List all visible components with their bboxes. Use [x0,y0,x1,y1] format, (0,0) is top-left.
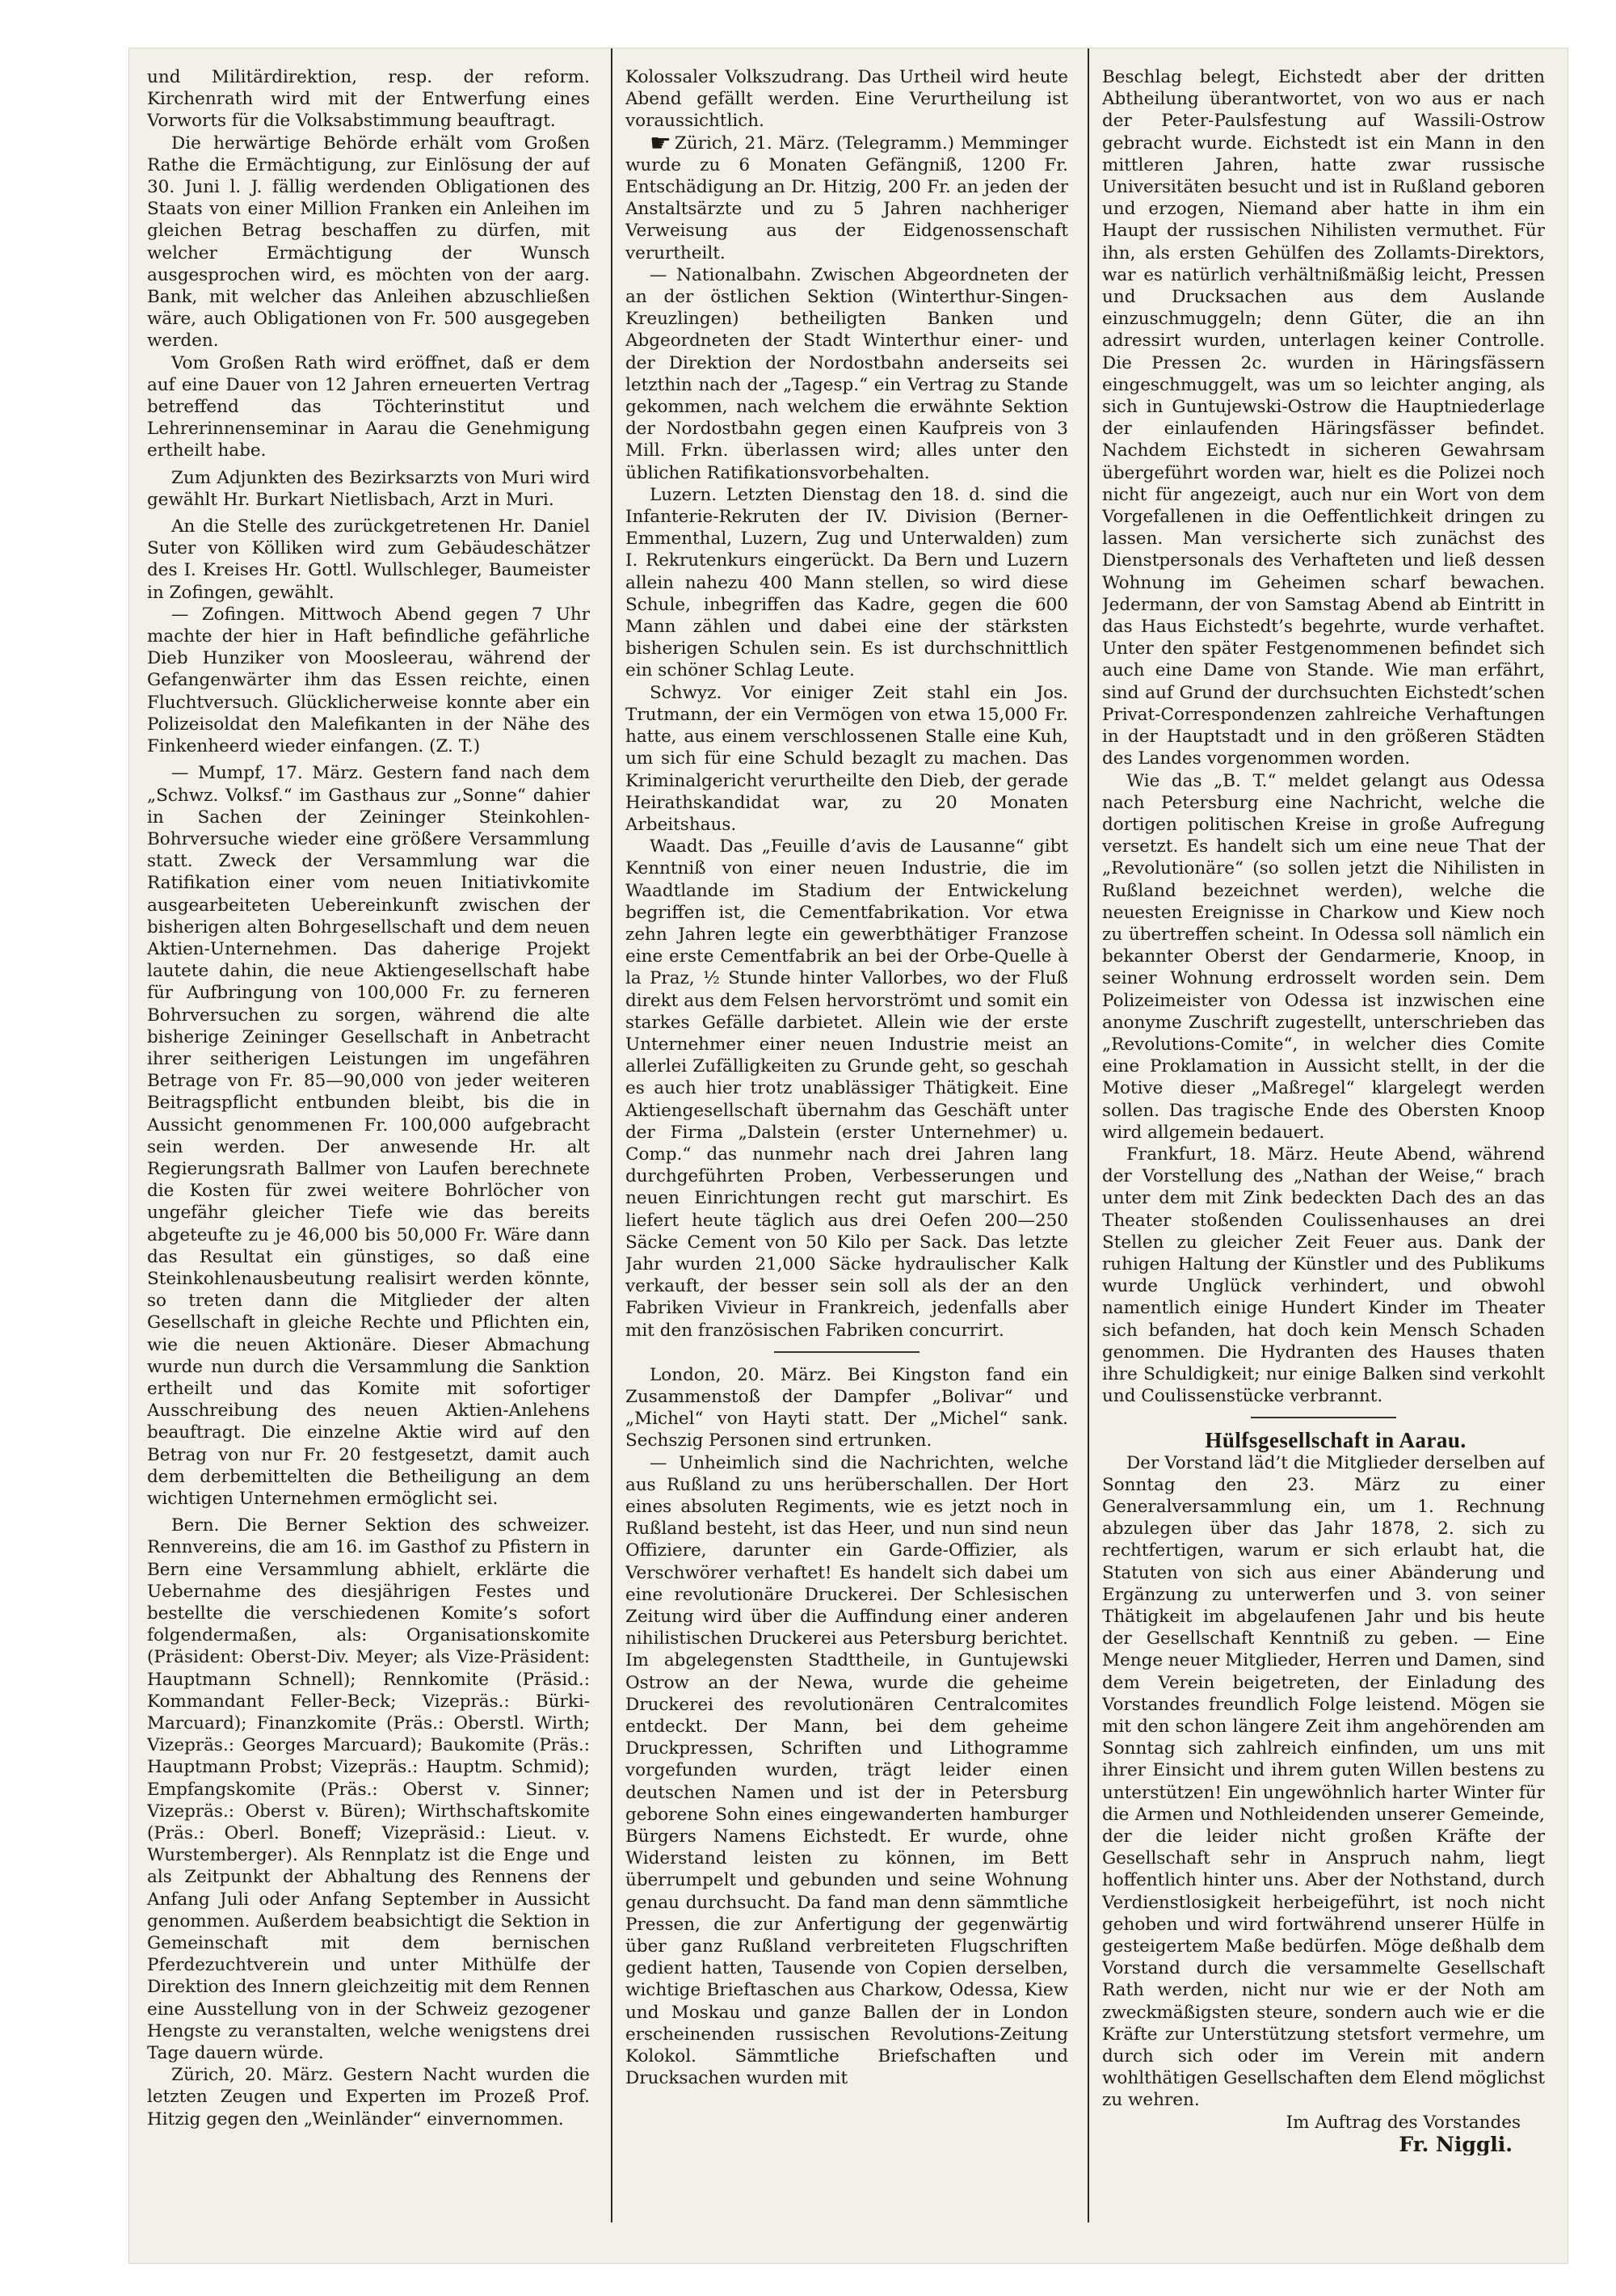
column-2 [625,66,1068,2089]
article-zofingen: — Zofingen. Mittwoch Abend gegen 7 Uhr machte der hier in Haft befindliche gefährliche Dieb Hunziker von Moosleerau, während der Gefangenwärter ihm das Essen reichte, einen Fluchtversuch. Glücklicherweise konnte aber ein Polizeisoldat den Malefikanten in der Nähe des Finkenheerd wieder einfangen. (Z. T.) [147,604,590,757]
article-text: An die Stelle des zurückgetretenen Hr. Daniel Suter von Kölliken wird zum Gebäudeschätzer des I. Kreises Hr. Gottl. Wullschleger, Baumeister in Zofingen, gewählt. [147,516,590,603]
article-schwyz: Schwyz. Vor einiger Zeit stahl ein Jos. Trutmann, der ein Vermögen von etwa 15,000 Fr. hatte, aus einem verschlossenen Stalle eine Kuh, um sich für eine Schuld bezaglt zu machen. Das Kriminalgericht verurtheilte den Dieb, der gerade Heirathskandidat war, zu 20 Monaten Arbeitshaus. [625,682,1068,835]
article-bern: Bern. Die Berner Sektion des schweizer. Rennvereins, die am 16. im Gasthof zu Pfistern in Bern eine Versammlung abhielt, erklärte die Uebernahme des diesjährigen Festes und bestellte die verschiedenen Komite’s sofort folgendermaßen, als: Organisationskomite (Präsident: Oberst-Div. Meyer; als Vize-Präsident: Hauptmann Schnell); Rennkomite (Präsid.: Kommandant Feller-Beck; Vizepräs.: Bürki-Marcuard); Finanzkomite (Präs.: Oberstl. Wirth; Vizepräs.: Georges Marcuard); Baukomite (Präs.: Hauptmann Probst; Vizepräs.: Hauptm. Schmid); Empfangskomite (Präs.: Oberst v. Sinner; Vizepräs.: Oberst v. Büren); Wirthschaftskomite (Präs.: Oberl. Boneff; Vizepräsid.: Lieut. v. Wurstemberger). Als Rennplatz ist die Enge und als Zeitpunkt der Abhaltung des Rennens der Anfang Juli oder Anfang September in Aussicht genommen. Außerdem beabsichtigt die Sektion in Gemeinschaft mit dem bernischen Pferdezuchtverein und unter Mithülfe der Direktion des Innern gleichzeitig mit dem Rennen eine Ausstellung von in der Schweiz gezogener Hengste zu veranstalten, welche wenigstens drei Tage dauern würde. [147,1515,590,2064]
article-russland: — Unheimlich sind die Nachrichten, welche aus Rußland zu uns herüberschallen. Der Hort eines absoluten Regiments, wie es jetzt noch in Rußland besteht, ist das Heer, und nun sind neun Offiziere, darunter ein Garde-Offizier, als Verschwörer verhaftet! Es handelt sich dabei um eine revolutionäre Druckerei. Der Schlesischen Zeitung wird über die Auffindung einer anderen nihilistischen Druckerei aus Petersburg berichtet. Im abgelegensten Stadttheile, in Guntujewski Ostrow an der Newa, wurde die geheime Druckerei des revolutionären Centralcomites entdeckt. Der Mann, bei dem geheime Druckpressen, Schriften und Lithogramme vorgefunden wurden, trägt leider einen deutschen Namen und ist der in Petersburg geborene Sohn eines eingewanderten hamburger Bürgers Namens Eichstedt. Er wurde, ohne Widerstand leisten zu können, im Bett überrumpelt und gebunden und seine Wohnung genau durchsucht. Da fand man denn sämmtliche Pressen, die zur Anfertigung der gegenwärtig über ganz Rußland verbreiteten Flugschriften gedient hatten, Tausende von Copien derselben, wichtige Brieftaschen aus Charkow, Odessa, Kiew und Moskau und ganze Ballen der in London erscheinenden russischen Revolutions-Zeitung Kolokol. Sämmtliche Briefschaften und Drucksachen wurden mit [625,1452,1068,2089]
article-text: Beschlag belegt, Eichstedt aber der dritten Abtheilung überantwortet, von wo aus er nach der Peter-Paulsfestung auf Wassili-Ostrow gebracht wurde. Eichstedt ist ein Mann in den mittleren Jahren, hatte zwar russische Universitäten besucht und ist in Rußland geboren und erzogen, Niemand aber hatte in ihm ein Haupt der russischen Nihilisten vermuthet. Für ihn, als ersten Gehülfen des Zollamts-Direktors, war es natürlich verhältnißmäßig leicht, Pressen und Drucksachen aus dem Auslande einzuschmuggeln; denn Güter, die an ihn adressirt wurden, unterlagen keiner Controlle. Die Pressen 2c. wurden in Häringsfässern eingeschmuggelt, was um so leichter anging, als sich in Guntujewski-Ostrow die Hauptniederlage der einlaufenden Häringsfässer befindet. Nachdem Eichstedt in sicheren Gewahrsam übergeführt worden war, hielt es die Polizei noch nicht für angezeigt, auch nur ein Wort von dem Vorgefallenen in die Oeffentlichkeit dringen zu lassen. Man versicherte sich zunächst des Dienstpersonals des Verhafteten und ließ dessen Wohnung im Geheimen scharf bewachen. Jedermann, der von Samstag Abend ab Eintritt in das Haus Eichstedt’s begehrte, wurde verhaftet. Unter den später Festgenommenen befindet sich auch eine Dame von Stande. Wie man erfährt, sind auf Grund der durchsuchten Eichstedt’schen Privat-Correspondenzen zahlreiche Verhaftungen in der Hauptstadt und in den größeren Städten des Landes vorgenommen worden. [1102,67,1545,769]
article-frankfurt: Frankfurt, 18. März. Heute Abend, während der Vorstellung des „Nathan der Weise,“ brach unter dem mit Zink bedeckten Dach des an das Theater stoßenden Coulissenhauses an drei Stellen zu gleicher Zeit Feuer aus. Dank der ruhigen Haltung der Künstler und des Publikums wurde Unglück verhindert, und obwohl namentlich einige Hundert Kinder im Theater sich befanden, hat doch kein Mensch Schaden genommen. Die Hydranten des Hauses thaten ihre Schuldigkeit; nur einige Balken sind verkohlt und Coulissenstücke verbrannt. [1102,1144,1545,1407]
article-text: und Militärdirektion, resp. der reform. Kirchenrath wird mit der Entwerfung eines Vorworts für die Volksabstimmung beauftragt. [147,67,590,132]
signature-name: Fr. Niggli. [1399,2132,1513,2156]
article-text: Kolossaler Volkszudrang. Das Urtheil wird heute Abend gefällt werden. Eine Verurtheilung ist voraussichtlich. [625,67,1068,132]
article-text: Vom Großen Rath wird eröffnet, daß er dem auf eine Dauer von 12 Jahren erneuerten Vertrag betreffend das Töchterinstitut und Lehrerinnenseminar in Aarau die Genehmigung ertheilt habe. [147,352,590,461]
article-waadt: Waadt. Das „Feuille d’avis de Lausanne“ gibt Kenntniß von einer neuen Industrie, die im Waadtlande im Stadium der Entwickelung begriffen ist, die Cementfabrikation. Vor etwa zehn Jahren legte ein gewerbthätiger Franzose eine erste Cementfabrik an bei der Orbe-Quelle à la Praz, ½ Stunde hinter Vallorbes, wo der Fluß direkt aus dem Felsen hervorströmt und somit ein starkes Gefälle darbietet. Allein wie der erste Unternehmer einer neuen Industrie meist an allerlei Zufälligkeiten zu Grunde geht, so geschah es auch hier trotz unablässiger Thätigkeit. Eine Aktiengesellschaft übernahm das Geschäft unter der Firma „Dalstein (erster Unternehmer) u. Comp.“ das nunmehr nach drei Jahren lang durchgeführten Proben, Verbesserungen und neuen Einrichtungen recht gut marschirt. Es liefert heute täglich aus drei Oefen 200—250 Säcke Cement von 50 Kilo per Sack. Das letzte Jahr wurden 21,000 Säcke hydraulischer Kalk verkauft, der besser sein soll als der an den Fabriken Vivieur in Frankreich, jedenfalls aber mit den französischen Fabriken concurrirt. [625,836,1068,1341]
newspaper-page [129,48,1568,2263]
article-text: Zum Adjunkten des Bezirksarzts von Muri wird gewählt Hr. Burkart Nietlisbach, Arzt in Muri. [147,467,590,510]
notice-body: Der Vorstand läd’t die Mitglieder derselben auf Sonntag den 23. März zu einer Generalversammlung ein, um 1. Rechnung abzulegen über das Jahr 1878, 2. sich zu rechtfertigen, warum er sich erlaubt hat, die Statuten von sich aus einer Abänderung und Ergänzung zu unterwerfen und 3. von seiner Thätigkeit im abgelaufenen Jahr und bis heute der Gesellschaft Kenntniß zu geben. — Eine Menge neuer Mitglieder, Herren und Damen, sind dem Verein beigetreten, der Einladung des Vorstandes freundlich Folge leistend. Mögen sie mit den schon längere Zeit ihm angehörenden am Sonntag sich zahlreich einfinden, um uns mit ihrer Einsicht und ihrem guten Willen bestens zu unterstützen! Ein ungewöhnlich harter Winter für die Armen und Nothleidenden unserer Gemeinde, der die leider nicht großen Kräfte der Gesellschaft sehr in Anspruch nahm, liegt hoffentlich hinter uns. Aber der Nothstand, durch Verdienstlosigkeit herbeigeführt, ist noch nicht gehoben und wird fortwährend unserer Hülfe in gesteigertem Maße bedürfen. Möge deßhalb dem Vorstand durch die versammelte Gesellschaft Rath werden, nicht nur wie er der Noth am zweckmäßigsten steure, sondern auch wie er die Kräfte zur Unterstützung stetsfort vermehre, um durch sich oder im Verein mit andern wohlthätigen Gesellschaften dem Elend möglichst zu wehren. [1102,1452,1545,2111]
article-london: London, 20. März. Bei Kingston fand ein Zusammenstoß der Dampfer „Bolivar“ und „Michel“ von Hayti statt. Der „Michel“ sank. Sechszig Personen sind ertrunken. [625,1364,1068,1451]
article-nationalbahn: — Nationalbahn. Zwischen Abgeordneten der an der östlichen Sektion (Winterthur-Singen-Kreuzlingen) betheiligten Banken und Abgeordneten der Stadt Winterthur einer- und der Direktion der Nordostbahn anderseits sei letzthin nach der „Tagesp.“ ein Vertrag zu Stande gekommen, nach welchem die erwähnte Sektion der Nordostbahn gegen einen Kaufpreis von 3 Mill. Frkn. überlassen wird; alles unter den üblichen Ratifikationsvorbehalten. [625,264,1068,483]
section-divider [774,1351,920,1353]
article-zuerich: Zürich, 20. März. Gestern Nacht wurden die letzten Zeugen und Experten im Prozeß Prof. Hitzig gegen den „Weinländer“ einvernommen. [147,2065,590,2130]
article-zuerich-telegram: ☛ Zürich, 21. März. (Telegramm.) Memminger wurde zu 6 Monaten Gefängniß, 1200 Fr. Entschädigung an Dr. Hitzig, 200 Fr. an jeden der Anstaltsärzte und zu 5 Jahren nachheriger Verweisung aus der Eidgenossenschaft verurtheilt. [625,128,1068,263]
signature-intro: Im Auftrag des Vorstandes [1286,2112,1521,2133]
column-rule [1088,48,1089,2222]
column-1 [147,66,590,2130]
notice-title: Hülfsgesellschaft in Aarau. [1205,1428,1467,1453]
article-mumpf: — Mumpf, 17. März. Gestern fand nach dem „Schwz. Volksf.“ im Gasthaus zur „Sonne“ dahier in Sachen der Zeininger Steinkohlen-Bohrversuche wieder eine größere Versammlung statt. Zweck der Versammlung war die Ratifikation einer vom neuen Initiativkomite ausgearbeiteten Uebereinkunft zwischen der bisherigen alten Bohrgesellschaft und dem neuen Aktien-Unternehmen. Das daherige Projekt lautete dahin, die neue Aktiengesellschaft habe für Aufbringung von 100,000 Fr. zu ferneren Bohrversuchen zu sorgen, während die alte bisherige Zeininger Gesellschaft in Anbetracht ihrer seitherigen Leistungen im ungefähren Betrage von Fr. 85—90,000 von jeder weiteren Beitragspflicht entbunden bleibt, bis die in Aussicht genommenen Fr. 100,000 aufgebracht sein werden. Der anwesende Hr. alt Regierungsrath Ballmer von Laufen berechnete die Kosten für zwei weitere Bohrlöcher von ungefähr gleicher Tiefe wie das bereits abgeteufte zu je 46,000 bis 50,000 Fr. Wäre dann das Resultat ein günstiges, so daß eine Steinkohlenausbeutung realisirt werden könnte, so treten dann die Mitglieder der alten Gesellschaft in gleiche Rechte und Pflichten ein, wie die neuen Aktionäre. Dieser Abmachung wurde nun durch die Versammlung die Sanktion ertheilt und das Komite mit sofortiger Ausschreibung des neuen Aktien-Anlehens beauftragt. Die einzelne Aktie wird auf den Betrag von nur Fr. 20 festgesetzt, damit auch dem derbemittelten die Betheiligung an dem wichtigen Unternehmen ermöglicht sei. [147,763,590,1509]
pointing-hand-icon: ☛ [650,128,671,158]
article-odessa: Wie das „B. T.“ meldet gelangt aus Odessa nach Petersburg eine Nachricht, welche die dortigen politischen Kreise in große Aufregung versetzt. Es handelt sich um eine neue That der „Revolutionäre“ (so sollen jetzt die Nihilisten in Rußland bezeichnet werden), welche die neuesten Ereignisse in Charkow und Kiew noch zu übertreffen scheint. In Odessa soll nämlich ein bekannter Oberst der Gendarmerie, Knoop, in seiner Wohnung erdrosselt worden sein. Dem Polizeimeister von Odessa ist inzwischen eine anonyme Zuschrift zugestellt, unterschrieben das „Revolutions-Comite“, in welcher dies Comite eine Proklamation in Aussicht stellt, in der die Motive dieser „Maßregel“ klargelegt werden sollen. Das tragische Ende des Obersten Knoop wird allgemein bedauert. [1102,770,1545,1143]
article-text: Die herwärtige Behörde erhält vom Großen Rathe die Ermächtigung, zur Einlösung der auf 30. Juni l. J. fällig werdenden Obligationen des Staats von einer Million Franken ein Anleihen im gleichen Betrag beschaffen zu dürfen, mit welcher Ermächtigung der Wunsch ausgesprochen wird, es möchten von der aarg. Bank, mit welcher das Anleihen abzuschließen wäre, auch Obligationen von Fr. 500 ausgegeben werden. [147,133,590,352]
article-luzern: Luzern. Letzten Dienstag den 18. d. sind die Infanterie-Rekruten der IV. Division (Berner-Emmenthal, Luzern, Zug und Unterwalden) zum I. Rekrutenkurs eingerückt. Da Bern und Luzern allein nahezu 400 Mann stellen, so wird diese Schule, inbegriffen das Kadre, gegen die 600 Mann zählen und dabei eine der stärksten bisherigen Schulen sein. Es ist durchschnittlich ein schöner Schlag Leute. [625,484,1068,681]
column-rule [611,48,612,2222]
column-3 [1102,66,1545,2155]
section-divider [1251,1417,1396,1418]
